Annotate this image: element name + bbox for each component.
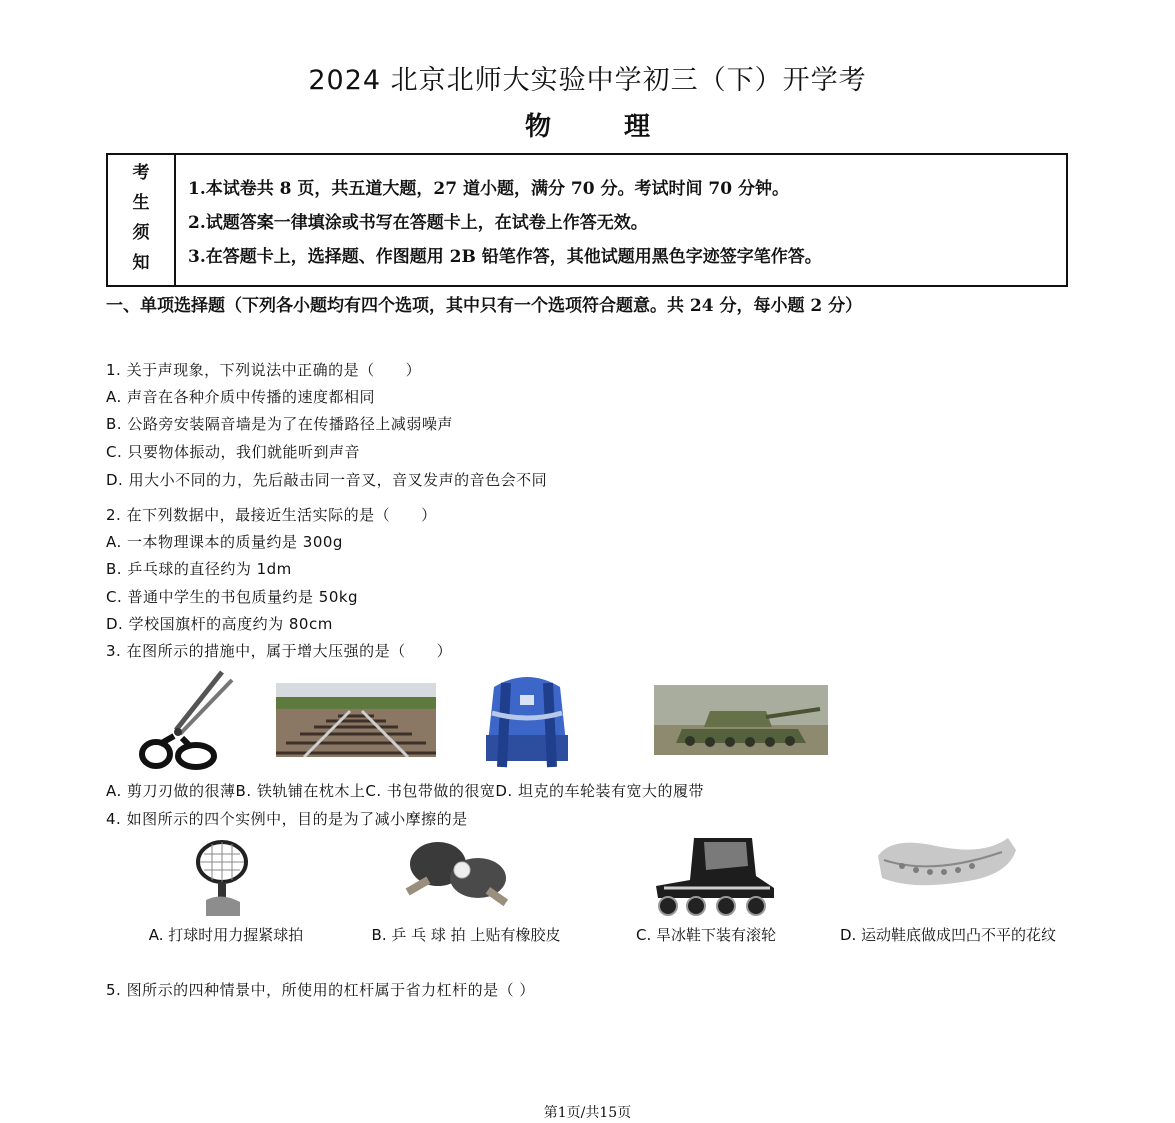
question-1-option-b: B. 公路旁安装隔音墙是为了在传播路径上减弱噪声	[106, 415, 453, 433]
question-2-stem: 2. 在下列数据中，最接近生活实际的是（ ）	[106, 506, 437, 524]
question-1-option-c: C. 只要物体振动，我们就能听到声音	[106, 443, 361, 461]
question-3-options: A. 剪刀刃做的很薄B. 铁轨铺在枕木上C. 书包带做的很宽D. 坦克的车轮装有宽大的履带	[106, 782, 704, 800]
question-4-option-a: A. 打球时用力握紧球拍	[148, 926, 304, 944]
scissors-image	[136, 668, 236, 774]
question-1-stem: 1. 关于声现象，下列说法中正确的是（ ）	[106, 361, 422, 379]
subject-char-left: 物	[524, 112, 551, 142]
sneaker-sole-image	[872, 832, 1020, 894]
question-2-option-c: C. 普通中学生的书包质量约是 50kg	[106, 588, 359, 606]
notice-label-char: 生	[132, 193, 150, 213]
ping-pong-paddles-image	[398, 838, 514, 910]
notice-item: 1.本试卷共 8 页，共五道大题，27 道小题，满分 70 分。考试时间 70 分钟。	[188, 179, 789, 199]
question-2-option-a: A. 一本物理课本的质量约是 300g	[106, 533, 343, 551]
question-4-option-d: D. 运动鞋底做成凹凸不平的花纹	[839, 926, 1057, 944]
notice-label-char: 知	[132, 253, 150, 273]
tennis-racket-image	[182, 838, 262, 918]
section-heading: 一、单项选择题（下列各小题均有四个选项，其中只有一个选项符合题意。共 24 分，每小题 2 分）	[106, 296, 863, 316]
question-2-option-d: D. 学校国旗杆的高度约为 80cm	[106, 615, 333, 633]
notice-items	[188, 177, 1060, 279]
question-1-option-d: D. 用大小不同的力，先后敲击同一音叉，音叉发声的音色会不同	[106, 471, 548, 489]
notice-label-char: 考	[132, 163, 150, 183]
question-5-stem: 5. 图所示的四种情景中，所使用的杠杆属于省力杠杆的是（ ）	[106, 981, 535, 999]
subject-title	[0, 106, 1175, 143]
tank-image	[654, 685, 828, 755]
subject-char-right: 理	[624, 112, 651, 142]
railway-track-image	[276, 683, 436, 757]
question-4-option-c: C. 旱冰鞋下装有滚轮	[635, 926, 776, 944]
question-3-stem: 3. 在图所示的措施中，属于增大压强的是（ ）	[106, 642, 453, 660]
question-4-option-b: B. 乒 乓 球 拍 上贴有橡胶皮	[371, 926, 561, 944]
backpack-image	[472, 673, 582, 771]
inline-skate-image	[634, 836, 780, 918]
question-1-option-a: A. 声音在各种介质中传播的速度都相同	[106, 388, 376, 406]
page-number: 第1页/共15页	[543, 1105, 632, 1121]
notice-item: 2.试题答案一律填涂或书写在答题卡上，在试卷上作答无效。	[188, 213, 648, 233]
exam-notice-box	[106, 153, 1068, 287]
notice-label	[108, 155, 176, 285]
question-2-option-b: B. 乒乓球的直径约为 1dm	[106, 560, 292, 578]
notice-label-char: 须	[132, 223, 150, 243]
notice-item: 3.在答题卡上，选择题、作图题用 2B 铅笔作答，其他试题用黑色字迹签字笔作答。	[188, 247, 822, 267]
question-4-stem: 4. 如图所示的四个实例中，目的是为了减小摩擦的是	[106, 810, 468, 828]
exam-title: 2024 北京北师大实验中学初三（下）开学考	[308, 65, 867, 96]
